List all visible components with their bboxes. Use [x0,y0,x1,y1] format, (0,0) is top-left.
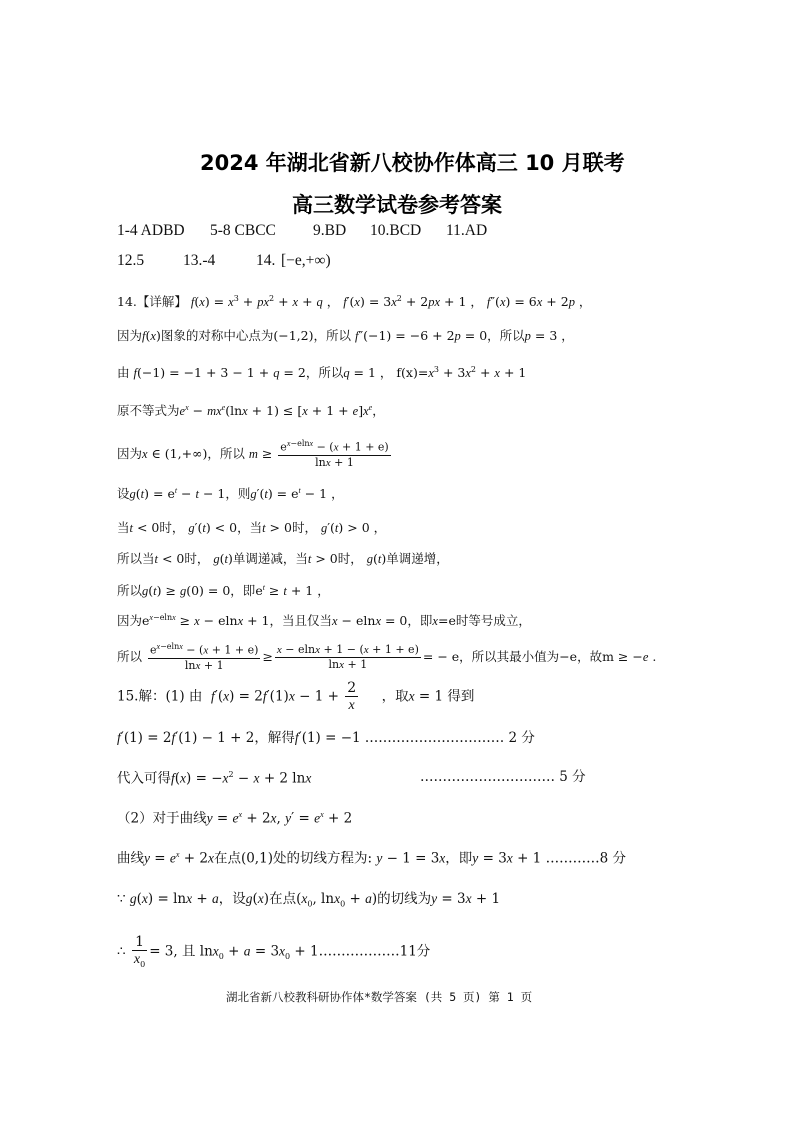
q14-line-2: 因为f(x)图象的对称中心点为(−1,2)，所以 f″(−1) = −6 + 2p = 0，所以p = 3 ， [117,328,574,343]
q14-line-7: 当t < 0时， g′(t) < 0，当t > 0时， g′(t) > 0 ， [117,520,387,535]
q14-line-11: 所以 $\frac{e^{x-elnx} - (x + 1 + e)}{\ln x + 1}$ ≥ $\frac{x - elnx + 1 - (x + 1 + e)}{\ln x + 1}$ = − e，所以其最小值为−e，故m ≥ −e . [117,642,657,672]
answer-14-label: 14. [256,252,276,269]
answer-14-value: [−e,+∞) [281,252,331,269]
page-title: 2024 年湖北省新八校协作体高三 10 月联考 [200,151,625,175]
answer-12: 12.5 [117,252,145,269]
q14-line-4: 原不等式为$e^x - mx^e(\ln x + 1) \le [x + 1 + e]x^e$， [117,403,385,419]
answer-10: 10.BCD [370,222,422,239]
q15-line-7: ∴ $\frac{1}{x_0}$ = 3, 且 $\ln x_0 + a = 3x_0$ + 1………………11分 [117,934,431,969]
q14-line-8: 所以当t < 0时， g(t)单调递减，当t > 0时， g(t)单调递增， [117,551,449,566]
q15-line-2: f′(1) = 2f′(1) − 1 + 2，解得f′(1) = −1 .………………………… 2 分 [117,730,535,746]
answer-1-4: 1-4 ADBD [117,222,185,239]
q15-line-6: ∵ g(x) = lnx + a，设g(x)在点($x_0$, lnx$_0$ + a)的切线为y = 3x + 1 [117,891,501,909]
q14-line-10: 因为$e^{x-elnx} \ge x - elnx + 1$，当且仅当x − elnx = 0，即x=e时等号成立， [117,613,531,629]
page-footer: 湖北省新八校教科研协作体*数学答案 (共 5 页) 第 1 页 [226,990,533,1004]
q14-line-5: 因为x ∈ (1,+∞)，所以 m ≥ $\frac{e^{x-elnx} - (x + 1 + e)}{\ln x + 1}$ [117,439,389,469]
q15-line-5: 曲线$y = e^x + 2x$在点(0,1)处的切线方程为: y − 1 = 3x，即y = 3x + 1 …………8 分 [117,850,626,867]
q15-line-1: 15.解：(1) 由 f′(x) = 2f′(1)x − 1 + $\frac{2}{x}$ ，取x = 1 得到 [117,680,475,713]
answer-13: 13.-4 [183,252,216,269]
q14-line-9: 所以g(t) ≥ g(0) = 0，即$e^t \ge t + 1$ ， [117,583,330,599]
page-subtitle: 高三数学试卷参考答案 [292,193,502,217]
q15-line-3-score: ………………………… 5 分 [420,769,586,785]
q14-line-1: 14.【详解】 $f(x) = x^3 + px^2 + x + q$ ， $f'(x) = 3x^2 + 2px + 1$ ， f″(x) = 6x + 2p ， [117,294,592,310]
q15-line-3: 代入可得$f(x) = -x^2 - x + 2$ lnx [117,770,312,787]
q14-line-3: 由 f(−1) = −1 + 3 − 1 + q = 2，所以q = 1 ， $f(x)=x^3 + 3x^2 + x + 1$ [117,365,527,381]
answer-5-8: 5-8 CBCC [210,222,276,239]
answer-11: 11.AD [446,222,488,239]
q14-line-6: 设$g(t) = e^t - t - 1$，则$g'(t) = e^t - 1$ ， [117,486,344,502]
q15-line-4: （2）对于曲线$y = e^x + 2x$, $y' = e^x + 2$ [117,810,353,827]
answer-9: 9.BD [313,222,347,239]
